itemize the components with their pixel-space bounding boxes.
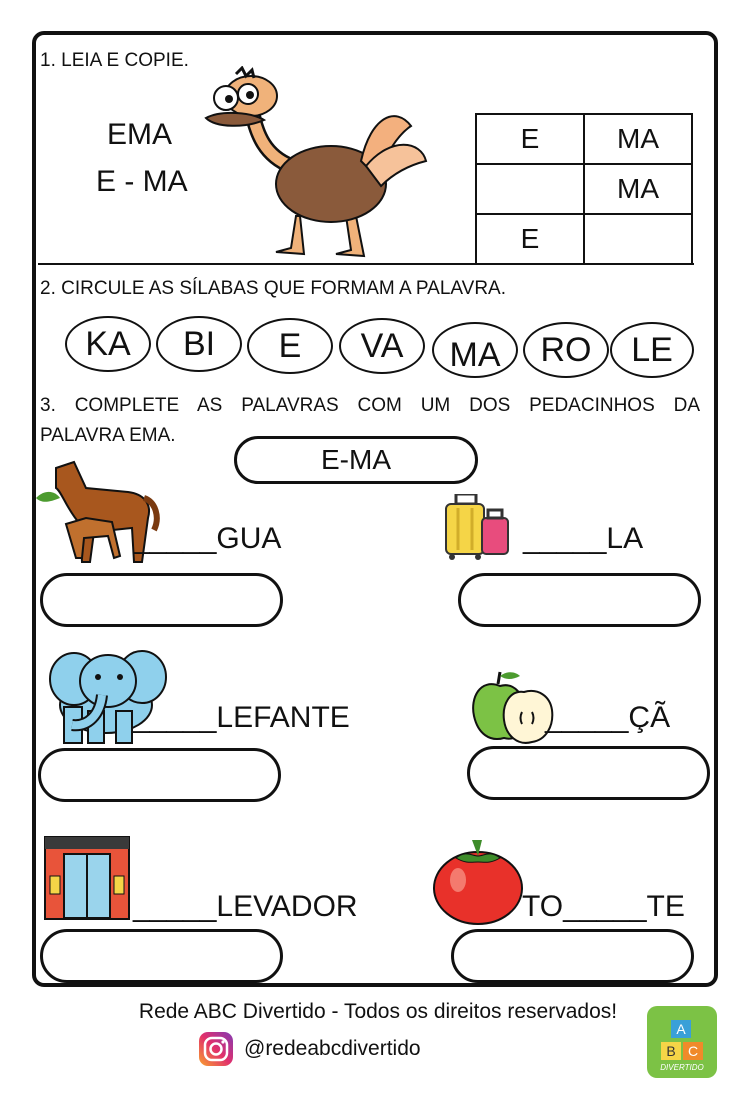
abc-logo — [647, 1006, 717, 1078]
footer-social — [198, 1031, 421, 1067]
word-elefante: _____LEFANTE — [133, 701, 350, 734]
syllable-oval[interactable]: MA — [432, 322, 518, 378]
syllable-oval[interactable]: BI — [156, 316, 242, 372]
answer-box[interactable] — [38, 748, 281, 802]
suitcase-icon — [442, 494, 514, 560]
q3-title-line1: 3. COMPLETE AS PALAVRAS COM UM DOS PEDACINHOS DA — [40, 395, 700, 416]
syllable-oval[interactable]: KA — [65, 316, 151, 372]
tomato-icon — [432, 836, 524, 926]
answer-box[interactable] — [40, 929, 283, 983]
q1-syllable-grid — [475, 113, 693, 265]
syllable-oval[interactable]: E — [247, 318, 333, 374]
word-maca: _____ÇÃ — [545, 701, 671, 734]
grid-cell[interactable] — [584, 214, 692, 264]
answer-box[interactable] — [451, 929, 694, 983]
instagram-icon[interactable] — [198, 1031, 234, 1067]
word-mala: _____LA — [523, 522, 644, 555]
q1-word: EMA — [107, 118, 173, 151]
answer-box[interactable] — [458, 573, 701, 627]
q1-split: E - MA — [96, 165, 188, 198]
q2-title: 2. CIRCULE AS SÍLABAS QUE FORMAM A PALAVRA. — [40, 278, 507, 299]
footer-rights: Rede ABC Divertido - Todos os direitos reservados! — [138, 1000, 618, 1023]
syllable-oval[interactable]: LE — [610, 322, 694, 378]
syllable-oval[interactable]: RO — [523, 322, 609, 378]
answer-box[interactable] — [467, 746, 710, 800]
word-elevador: _____LEVADOR — [133, 890, 358, 923]
word-tomate: TO_____TE — [522, 890, 685, 923]
logo-letter-a: A — [671, 1020, 691, 1038]
key-syllables-box: E-MA — [234, 436, 478, 484]
logo-letter-c: C — [683, 1042, 703, 1060]
elevator-icon — [44, 836, 130, 920]
grid-cell[interactable] — [476, 164, 584, 214]
word-agua: _____GUA — [133, 522, 282, 555]
logo-text: DIVERTIDO — [660, 1063, 704, 1072]
apple-icon — [470, 668, 556, 746]
q3-title-line2: PALAVRA EMA. — [40, 425, 176, 446]
grid-cell[interactable]: E — [476, 214, 584, 264]
q1-title: 1. LEIA E COPIE. — [40, 50, 189, 71]
grid-cell[interactable]: MA — [584, 114, 692, 164]
answer-box[interactable] — [40, 573, 283, 627]
grid-cell[interactable]: MA — [584, 164, 692, 214]
ostrich-illustration — [196, 66, 431, 260]
instagram-handle[interactable]: @redeabcdivertido — [244, 1037, 421, 1060]
section-divider — [38, 263, 694, 265]
logo-letter-b: B — [661, 1042, 681, 1060]
grid-cell[interactable]: E — [476, 114, 584, 164]
syllable-oval[interactable]: VA — [339, 318, 425, 374]
